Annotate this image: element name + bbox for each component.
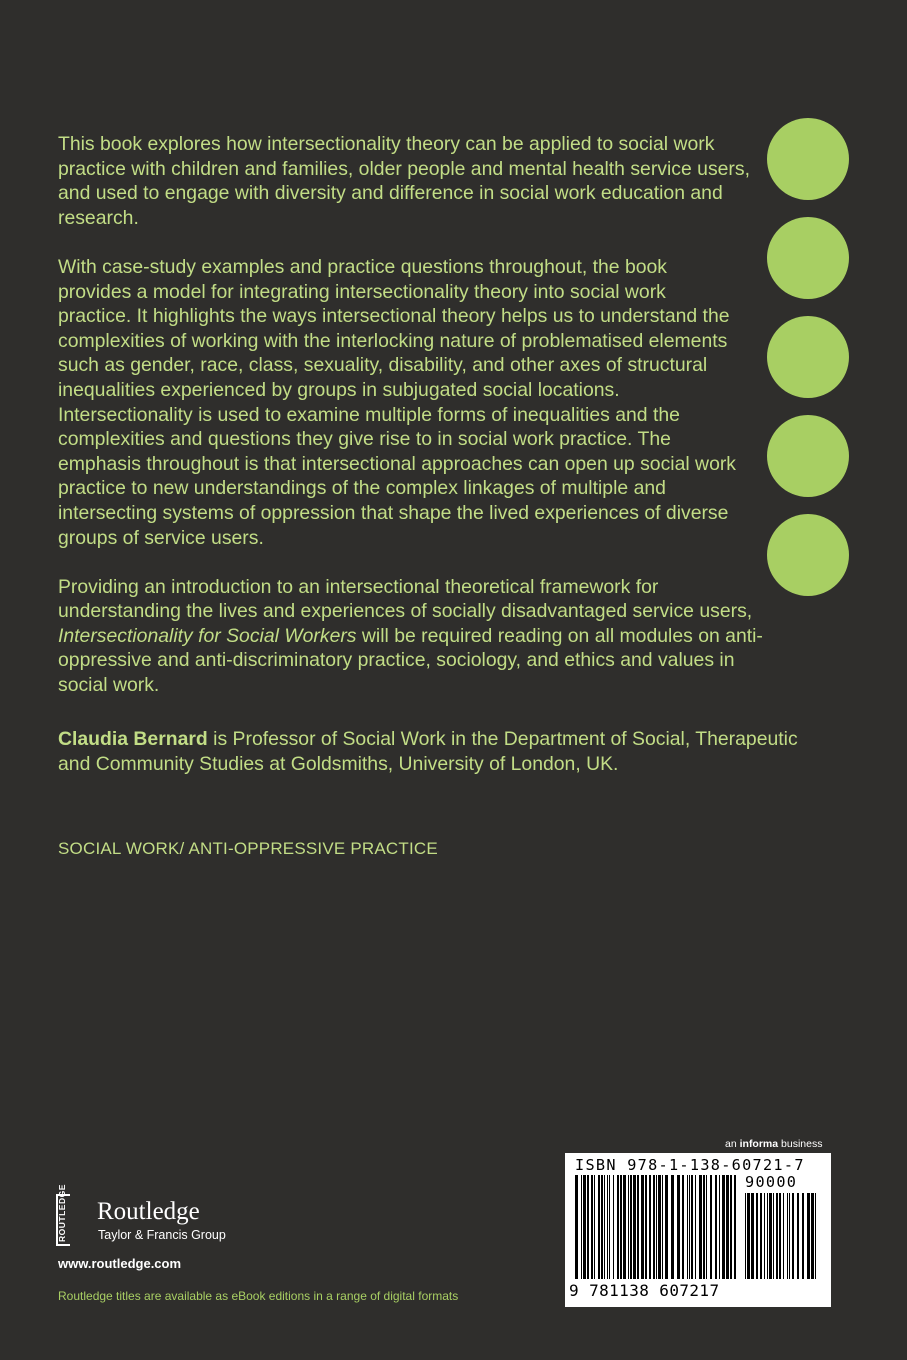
barcode-bar — [601, 1175, 603, 1279]
barcode-bar — [789, 1193, 790, 1279]
barcode-bar — [703, 1175, 705, 1279]
isbn-text: ISBN 978-1-138-60721-7 — [575, 1156, 805, 1174]
ebook-note: Routledge titles are available as eBook editions in a range of digital formats — [58, 1289, 459, 1303]
barcode-bar — [787, 1193, 788, 1279]
barcode-bar — [689, 1175, 690, 1279]
addon-barcode-bars — [745, 1193, 819, 1279]
barcode-bar — [620, 1175, 622, 1279]
barcode-bar — [767, 1193, 768, 1279]
publisher-website[interactable]: www.routledge.com — [58, 1256, 182, 1271]
barcode-bar — [745, 1193, 746, 1279]
barcode-bar — [649, 1175, 651, 1279]
barcode-bar — [726, 1175, 729, 1279]
barcode-bar — [630, 1175, 632, 1279]
barcode-bar — [734, 1175, 736, 1279]
barcode-bar — [722, 1175, 725, 1279]
green-dot-1 — [767, 118, 849, 200]
barcode-bar — [807, 1193, 810, 1279]
barcode-bar — [682, 1175, 684, 1279]
barcode-bar — [583, 1175, 586, 1279]
barcode-bar — [665, 1175, 668, 1279]
author-bio-text: is Professor of Social Work in the Department of Social, Therapeutic and Community Studies at Goldsmiths, University of London, UK. — [58, 728, 798, 775]
paragraph-3-lead: Providing an introduction to an intersectional theoretical framework for understanding the lives and experiences of socially disadvantaged service users, — [58, 575, 753, 623]
barcode-bar — [671, 1175, 674, 1279]
barcode-bar — [699, 1175, 702, 1279]
barcode-bar — [719, 1175, 720, 1279]
barcode-bar — [623, 1175, 626, 1279]
barcode-bar — [613, 1175, 614, 1279]
green-dot-2 — [767, 217, 849, 299]
barcode-bar — [656, 1175, 657, 1279]
barcode-bar — [756, 1193, 758, 1279]
barcode-bar — [710, 1175, 712, 1279]
barcode-bar — [677, 1175, 680, 1279]
barcode-bar — [575, 1175, 578, 1279]
paragraph-3-tail: will be required reading on all modules on anti-oppressive and anti-discriminatory practice, sociology, and ethics and values in social work. — [58, 624, 763, 697]
barcode-bar — [591, 1175, 593, 1279]
ean-barcode-bars — [575, 1175, 737, 1279]
barcode-bar — [797, 1193, 799, 1279]
barcode-bar — [641, 1175, 644, 1279]
informa-tagline — [725, 1138, 822, 1150]
barcode-bar — [587, 1175, 589, 1279]
isbn-barcode — [565, 1153, 831, 1307]
barcode-bar — [811, 1193, 814, 1279]
barcode-bar — [776, 1193, 778, 1279]
barcode-bar — [607, 1175, 608, 1279]
barcode-bar — [769, 1193, 772, 1279]
barcode-bar — [783, 1193, 784, 1279]
description-paragraph-2: With case-study examples and practice questions throughout, the book provides a model for integrating intersectionality theory into social work practice. It highlights the ways intersectional theory helps us to understand the complexities of working with the interlocking nature of problematised elements such as gender, race, class, sexuality, disability, and other axes of structural inequalities experienced by groups in subjugated social locations. Intersectionality is used to examine multiple forms of inequalities and the complexities and questions they give rise to in social work practice. The emphasis throughout is that intersectional approaches can open up social work practice to new understandings of the complex linkages of multiple and intersecting systems of oppression that shape the lived experiences of diverse groups of service users. — [58, 255, 737, 549]
barcode-bar — [792, 1193, 794, 1279]
green-dot-3 — [767, 316, 849, 398]
author-bio — [58, 727, 818, 776]
subject-category: SOCIAL WORK/ ANTI-OPPRESSIVE PRACTICE — [58, 839, 438, 858]
barcode-bar — [653, 1175, 655, 1279]
informa-prefix: an — [725, 1138, 740, 1150]
barcode-bar — [658, 1175, 661, 1279]
decorative-dots — [767, 118, 849, 613]
green-dot-5 — [767, 514, 849, 596]
barcode-bar — [581, 1175, 582, 1279]
informa-brand: informa — [739, 1138, 779, 1150]
barcode-bar — [604, 1175, 605, 1279]
barcode-bar — [751, 1193, 754, 1279]
barcode-bar — [617, 1175, 619, 1279]
barcode-bar — [706, 1175, 707, 1279]
book-description — [58, 132, 763, 722]
logo-vertical-text: ROUTLEDGE — [57, 1184, 67, 1242]
description-paragraph-3 — [58, 575, 763, 698]
barcode-digits: 9 781138 607217 — [569, 1281, 720, 1300]
barcode-bar — [662, 1175, 663, 1279]
barcode-bar — [628, 1175, 629, 1279]
barcode-bar — [594, 1175, 595, 1279]
barcode-bar — [637, 1175, 639, 1279]
barcode-bar — [598, 1175, 600, 1279]
informa-suffix: business — [778, 1138, 823, 1150]
green-dot-4 — [767, 415, 849, 497]
barcode-bar — [760, 1193, 762, 1279]
publisher-name: Routledge — [97, 1198, 200, 1225]
barcode-bar — [764, 1193, 765, 1279]
barcode-bar — [633, 1175, 636, 1279]
barcode-bar — [779, 1193, 781, 1279]
book-title-italic: Intersectionality for Social Workers — [58, 624, 357, 647]
description-paragraph-1: This book explores how intersectionality theory can be applied to social work practice with children and families, older people and mental health service users, and used to engage with diversity and difference in social work education and research. — [58, 133, 750, 229]
barcode-bar — [815, 1193, 816, 1279]
barcode-bar — [747, 1193, 750, 1279]
barcode-bar — [687, 1175, 688, 1279]
author-name: Claudia Bernard — [58, 728, 208, 750]
barcode-bar — [802, 1193, 804, 1279]
barcode-bar — [695, 1175, 696, 1279]
barcode-bar — [715, 1175, 717, 1279]
barcode-bar — [645, 1175, 647, 1279]
barcode-bar — [730, 1175, 732, 1279]
publisher-group: Taylor & Francis Group — [98, 1228, 226, 1242]
barcode-bar — [691, 1175, 693, 1279]
price-code: 90000 — [745, 1173, 798, 1191]
barcode-bar — [609, 1175, 610, 1279]
barcode-bar — [773, 1193, 774, 1279]
